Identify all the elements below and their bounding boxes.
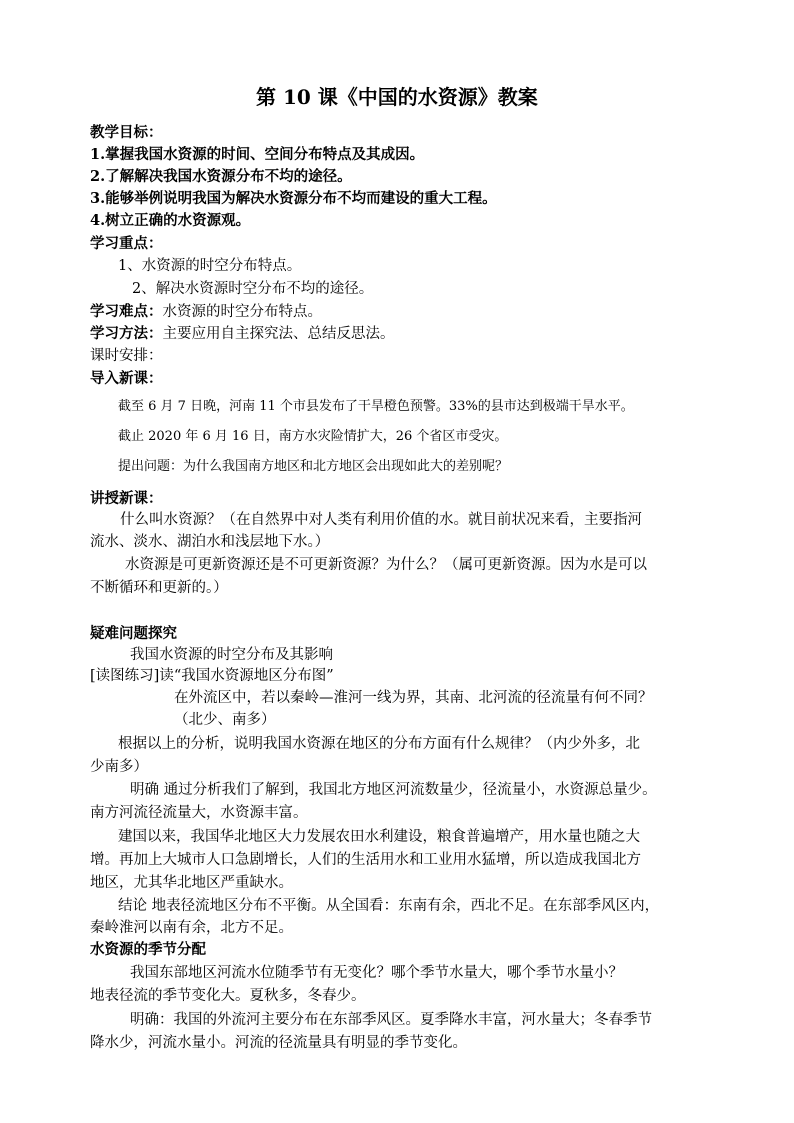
intro-line: 提出问题：为什么我国南方地区和北方地区会出现如此大的差别呢？ — [118, 459, 509, 474]
inquiry-line: 少南多） — [90, 759, 148, 775]
intro-line: 截止 2020 年 6 月 16 日，南方水灾险情扩大，26 个省区市受灾。 — [118, 429, 508, 444]
seasonal-line: 明确：我国的外流河主要分布在东部季风区。夏季降水丰富，河水量大；冬春季节 — [130, 1012, 652, 1028]
lecture-line: 不断循环和更新的。） — [90, 580, 228, 596]
seasonal-line: 降水少，河流水量小。河流的径流量具有明显的季节变化。 — [90, 1035, 467, 1051]
intro-line: 截至 6 月 7 日晚，河南 11 个市县发布了干旱橙色预警。33%的县市达到极端干旱水平。 — [118, 399, 634, 414]
methods-line — [90, 324, 395, 344]
objective-item: 2.了解解决我国水资源分布不均的途径。 — [90, 168, 352, 185]
inquiry-line: 地区，尤其华北地区严重缺水。 — [90, 875, 293, 891]
inquiry-line: 增。再加上大城市人口急剧增长，人们的生活用水和工业用水猛增，所以造成我国北方 — [90, 852, 641, 868]
methods-text: 主要应用自主探究法、总结反思法。 — [162, 326, 395, 342]
inquiry-line: [读图练习]读“我国水资源地区分布图” — [90, 668, 334, 684]
seasonal-line: 我国东部地区河流水位随季节有无变化？哪个季节水量大，哪个季节水量小？ — [130, 965, 623, 981]
difficulty-line — [90, 302, 322, 322]
lecture-line: 水资源是可更新资源还是不可更新资源？为什么？（属可更新资源。因为水是可以 — [125, 557, 647, 573]
lecture-line: 什么叫水资源？（在自然界中对人类有利用价值的水。就目前状况来看，主要指河 — [120, 512, 642, 528]
inquiry-line: 在外流区中，若以秦岭—淮河一线为界，其南、北河流的径流量有何不同？ — [174, 690, 653, 706]
inquiry-line: （北少、南多） — [174, 712, 276, 728]
difficulty-text: 水资源的时空分布特点。 — [162, 304, 322, 320]
inquiry-line: 根据以上的分析，说明我国水资源在地区的分布方面有什么规律？（内少外多，北 — [118, 736, 640, 752]
intro-heading: 导入新课： — [90, 370, 163, 387]
inquiry-line: 明确 通过分析我们了解到，我国北方地区河流数量少，径流量小，水资源总量少。 — [130, 782, 657, 798]
inquiry-line: 结论 地表径流地区分布不平衡。从全国看：东南有余，西北不足。在东部季风区内， — [118, 898, 660, 914]
schedule-label: 课时安排： — [90, 348, 163, 364]
objective-item: 3.能够举例说明我国为解决水资源分布不均而建设的重大工程。 — [90, 190, 497, 207]
key-points-heading: 学习重点： — [90, 235, 163, 252]
key-point-item: 1、水资源的时空分布特点。 — [118, 258, 302, 274]
seasonal-line: 地表径流的季节变化大。夏秋多，冬春少。 — [90, 988, 366, 1004]
page-title: 第 10 课《中国的水资源》教案 — [256, 85, 538, 109]
key-point-item: 2、解决水资源时空分布不均的途径。 — [132, 281, 374, 297]
inquiry-line: 秦岭淮河以南有余，北方不足。 — [90, 920, 293, 936]
lecture-line: 流水、淡水、湖泊水和浅层地下水。） — [90, 534, 330, 550]
difficulty-label: 学习难点： — [90, 303, 163, 320]
objective-item: 1.掌握我国水资源的时间、空间分布特点及其成因。 — [90, 146, 425, 163]
objectives-heading: 教学目标： — [90, 124, 163, 141]
methods-label: 学习方法： — [90, 325, 163, 342]
seasonal-heading: 水资源的季节分配 — [90, 941, 206, 958]
objective-item: 4.树立正确的水资源观。 — [90, 212, 251, 229]
inquiry-line: 南方河流径流量大，水资源丰富。 — [90, 805, 308, 821]
inquiry-line: 建国以来，我国华北地区大力发展农田水利建设，粮食普遍增产，用水量也随之大 — [118, 829, 640, 845]
lecture-heading: 讲授新课： — [90, 490, 163, 507]
inquiry-heading: 疑难问题探究 — [90, 625, 177, 642]
inquiry-line: 我国水资源的时空分布及其影响 — [130, 647, 333, 663]
